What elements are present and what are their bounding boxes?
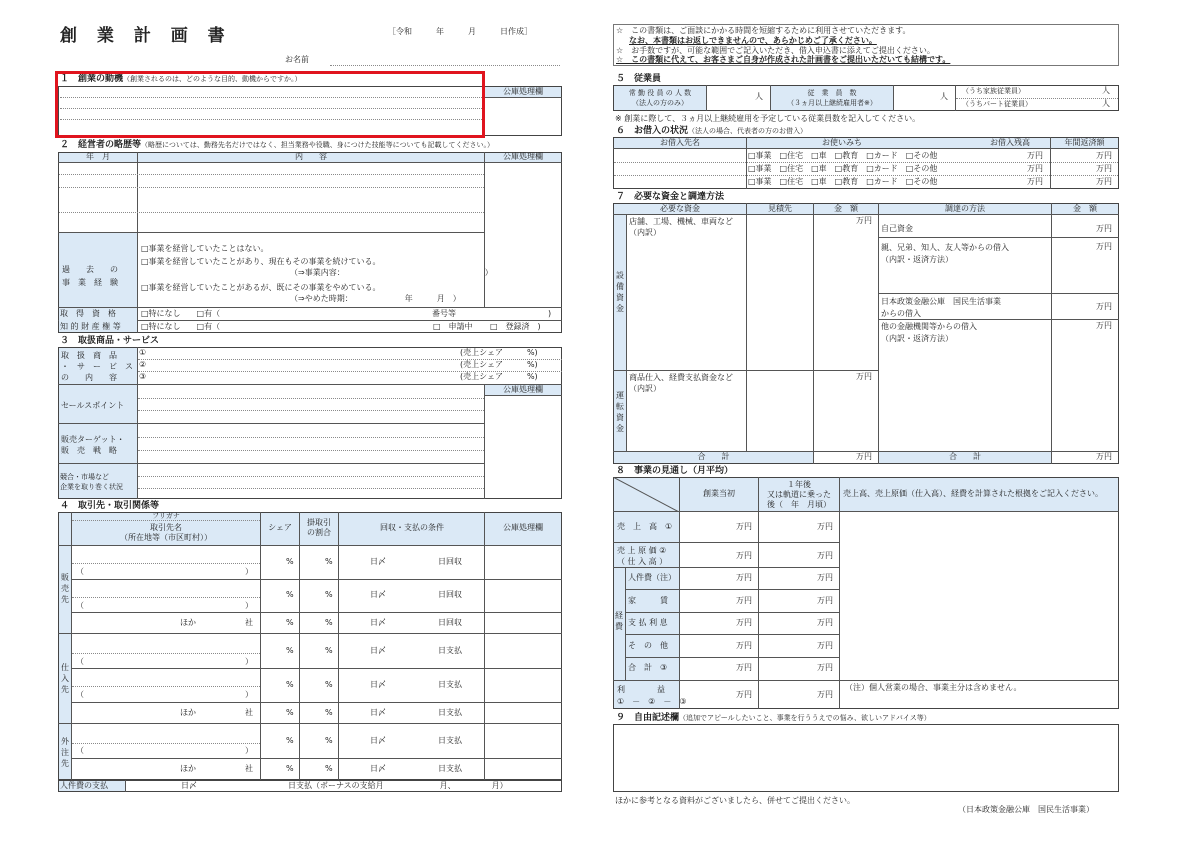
paren-r: ） — [245, 567, 253, 576]
unit-man: 万円 — [856, 372, 872, 381]
creation-date: ［令和 年 月 日作成］ — [388, 27, 532, 36]
others: ほか — [180, 618, 196, 627]
pct: % — [325, 557, 333, 566]
ip-label: 知 的 財 産 権 等 — [60, 322, 121, 331]
pct: % — [325, 736, 333, 745]
pct: % — [286, 618, 294, 627]
col-basis: 売上高、売上原価（仕入高）、経費を計算された根拠をご記入ください。 — [843, 489, 1103, 498]
unit-person: 人 — [940, 92, 948, 101]
pct: % — [286, 680, 294, 689]
unit-man: 万円 — [1096, 302, 1112, 311]
companies: 社 — [245, 764, 253, 773]
loan-use-3[interactable]: □事業 □住宅 □車 □教育 □カード □その他 — [748, 177, 938, 186]
qualification-end: ) — [548, 309, 552, 318]
paren-r: ） — [245, 690, 253, 699]
unit-person: 人 — [1102, 99, 1110, 108]
unit-man: 万円 — [817, 522, 833, 531]
paren-r: ） — [245, 657, 253, 666]
label-equipment: 設備資金 — [616, 271, 624, 313]
section1-heading: １ 創業の動機（創業されるのは、どのような目的、動機からですか。） — [60, 74, 302, 84]
unit-man: 万円 — [736, 573, 752, 582]
sales-point-label: セールスポイント — [61, 401, 125, 410]
pay: 日支払 — [438, 736, 462, 745]
unit-man: 万円 — [856, 452, 872, 461]
pct: % — [325, 708, 333, 717]
day: 日〆 — [370, 590, 386, 599]
day: 日〆 — [370, 557, 386, 566]
family-loan: 親、兄弟、知人、友人等からの借入 （内訳・返済方法） — [881, 243, 1009, 264]
loan-use-1[interactable]: □事業 □住宅 □車 □教育 □カード □その他 — [748, 151, 938, 160]
paren-r: ） — [245, 601, 253, 610]
unit-man: 万円 — [817, 641, 833, 650]
unit-man: 万円 — [817, 690, 833, 699]
trade-table — [58, 512, 562, 780]
pct: % — [286, 646, 294, 655]
product-row-2[interactable]: ② — [139, 360, 147, 369]
paren-l: （ — [76, 657, 84, 666]
collect: 日回収 — [438, 590, 462, 599]
col-method: 調達の方法 — [945, 204, 985, 213]
own-funds: 自己資金 — [881, 224, 913, 233]
col-share: シェア — [268, 523, 292, 532]
employee-note: ※ 創業に際して、３ヵ月以上継続雇用を予定している従業員数を記入してください。 — [615, 114, 921, 123]
unit-man: 万円 — [1096, 321, 1112, 330]
profit-label: 利 益 ① － ② － ③ — [617, 685, 687, 706]
unit-person: 人 — [1102, 86, 1110, 95]
pct: % — [325, 590, 333, 599]
subtotal-label: 合 計 ③ — [628, 663, 668, 672]
col-annual: 年間返済額 — [1064, 138, 1105, 147]
section3-heading: ３ 取扱商品・サービス — [60, 336, 160, 346]
name-field[interactable] — [330, 65, 560, 66]
environment-label: 競合・市場など 企業を取り巻く状況 — [60, 473, 123, 491]
funding-table — [613, 203, 1119, 464]
pct: % — [286, 764, 294, 773]
opt-never[interactable]: □事業を経営していたことはない。 — [141, 244, 269, 253]
payroll-day: 日〆 — [181, 781, 197, 790]
unit-man: 万円 — [1096, 224, 1112, 233]
pct: % — [325, 646, 333, 655]
diagonal-header — [613, 477, 679, 512]
section8-heading: ８ 事業の見通し（月平均） — [616, 466, 734, 476]
share-2: (売上シェア %) — [460, 360, 538, 369]
forecast-note: （注）個人営業の場合、事業主分は含めません。 — [845, 683, 1022, 692]
paren-l: （ — [76, 690, 84, 699]
section7-heading: ７ 必要な資金と調達方法 — [616, 192, 725, 202]
free-text-box[interactable] — [613, 724, 1119, 792]
interest-label: 支 払 利 息 — [628, 618, 668, 627]
employee-count-label: 従 業 員 数 （３ヵ月以上継続雇用者※） — [787, 89, 877, 107]
pay: 日支払 — [438, 708, 462, 717]
pay: 日支払 — [438, 646, 462, 655]
ip-pending[interactable]: □ 申請中 — [433, 322, 473, 331]
officer-count-label: 常 勤 役 員 の 人 数 （法人の方のみ） — [628, 89, 692, 107]
name-label: お名前 — [285, 55, 309, 64]
others: ほか — [180, 708, 196, 717]
pay: 日支払 — [438, 680, 462, 689]
paren-l: （ — [76, 746, 84, 755]
opt-current[interactable]: □事業を経営していたことがあり、現在もその事業を続けている。 — [141, 257, 381, 266]
unit-man: 万円 — [856, 216, 872, 225]
jfc-loan: 日本政策金融公庫 国民生活事業 からの借入 — [881, 297, 1001, 318]
pct: % — [286, 557, 294, 566]
product-row-3[interactable]: ③ — [139, 372, 147, 381]
qualification-number: 番号等 — [432, 309, 456, 318]
share-1: (売上シェア %) — [460, 348, 538, 357]
notice-2: ☆ お手数ですが、可能な範囲でご記入いただき、借入申込書に添えてご提出ください。 — [616, 46, 935, 55]
section4-heading: ４ 取引先・取引関係等 — [60, 501, 160, 511]
ip-options[interactable]: □特になし □有（ — [141, 322, 221, 331]
highlight-box — [55, 71, 485, 138]
notice-1b: なお、本書類はお返しできませんので、あらかじめご了承ください。 — [629, 36, 877, 45]
label-supplier: 仕入先 — [61, 663, 69, 694]
section6-heading: ６ お借入の状況（法人の場合、代表者の方のお借入） — [616, 126, 808, 136]
collect: 日回収 — [438, 618, 462, 627]
col-one-year: １年後 又は軌道に乗った 後（ 年 月頃） — [767, 480, 831, 509]
unit-man: 万円 — [1027, 164, 1043, 173]
col-kake: 掛取引 の割合 — [307, 518, 331, 537]
day: 日〆 — [370, 736, 386, 745]
furigana-label: フリガナ — [152, 512, 180, 520]
unit-man: 万円 — [1096, 242, 1112, 251]
unit-man: 万円 — [817, 551, 833, 560]
day: 日〆 — [370, 646, 386, 655]
section9-heading: ９ 自由記述欄（追加でアピールしたいこと、事業を行ううえでの悩み、欲しいアドバイス等） — [616, 713, 931, 723]
col-quote: 見積先 — [768, 204, 792, 213]
paren-l: （ — [76, 567, 84, 576]
col-lender: お借入先名 — [660, 138, 700, 147]
past-experience-label: 過 去 の 事 業 経 験 — [62, 265, 118, 287]
equipment-items[interactable]: 店舗、工場、機械、車両など （内訳） — [629, 217, 733, 237]
koko-label-2: 公庫処理欄 — [503, 152, 543, 161]
unit-man: 万円 — [1096, 151, 1112, 160]
label-outsource: 外注先 — [61, 737, 69, 768]
companies: 社 — [245, 708, 253, 717]
pct: % — [325, 764, 333, 773]
section2-heading: ２ 経営者の略歴等（略歴については、勤務先名だけではなく、担当業務や役職、身につけた技能等についても記載してください。） — [60, 140, 494, 150]
others: ほか — [180, 764, 196, 773]
unit-man: 万円 — [736, 596, 752, 605]
cost-label: 売 上 原 価 ② （ 仕 入 高 ） — [617, 546, 668, 566]
col-amount: 金 額 — [834, 204, 858, 213]
unit-man: 万円 — [817, 573, 833, 582]
pct: % — [286, 736, 294, 745]
col-condition: 回収・支払の条件 — [380, 523, 444, 532]
qualification-label: 取 得 資 格 — [60, 309, 116, 318]
day: 日〆 — [370, 618, 386, 627]
payroll-label: 人件費の支払 — [60, 781, 108, 790]
product-label: 取 扱 商 品 ・ サ ー ビ ス の 内 容 — [61, 351, 133, 382]
unit-man: 万円 — [1027, 177, 1043, 186]
day: 日〆 — [370, 680, 386, 689]
companies: 社 — [245, 618, 253, 627]
current-detail: （⇒事業内容： ） — [290, 268, 493, 277]
col-balance: お借入残高 — [990, 138, 1030, 147]
target-label: 販売ターゲット・ 販 売 戦 略 — [61, 435, 125, 455]
unit-man: 万円 — [817, 663, 833, 672]
part-employees: （うちパート従業員） — [962, 100, 1032, 108]
unit-man: 万円 — [736, 618, 752, 627]
reference-note: ほかに参考となる資料がございましたら、併せてご提出ください。 — [615, 796, 855, 805]
unit-man: 万円 — [1027, 151, 1043, 160]
family-employees: （うち家族従業員） — [962, 87, 1025, 95]
col-content: 内 容 — [295, 152, 327, 161]
label-sales: 販売先 — [61, 573, 69, 604]
koko-label-4: 公庫処理欄 — [503, 523, 543, 532]
other-label: そ の 他 — [628, 641, 668, 650]
label-operating: 運転資金 — [616, 391, 624, 433]
unit-man: 万円 — [736, 522, 752, 531]
qualification-options[interactable]: □特になし □有（ — [141, 309, 221, 318]
unit-man: 万円 — [817, 596, 833, 605]
col-trade-name: 取引先名 — [150, 523, 182, 532]
pct: % — [325, 618, 333, 627]
unit-man: 万円 — [736, 641, 752, 650]
quit-detail: （⇒やめた時期： 年 月 ） — [290, 294, 461, 303]
sales-label: 売 上 高 ① — [617, 522, 673, 531]
unit-man: 万円 — [1096, 177, 1112, 186]
pct: % — [286, 708, 294, 717]
opt-quit[interactable]: □事業を経営していたことがあるが、既にその事業をやめている。 — [141, 283, 381, 292]
label-expenses: 経費 — [615, 611, 623, 631]
unit-man: 万円 — [1096, 164, 1112, 173]
paren-r: ） — [245, 746, 253, 755]
unit-man: 万円 — [736, 690, 752, 699]
paren-l: （ — [76, 601, 84, 610]
col-use: お使いみち — [822, 138, 862, 147]
section5-heading: ５ 従業員 — [616, 74, 662, 84]
col-year-month: 年 月 — [86, 152, 110, 161]
unit-man: 万円 — [1096, 452, 1112, 461]
bank-loan: 他の金融機関等からの借入 （内訳・返済方法） — [881, 322, 977, 343]
operating-items[interactable]: 商品仕入、経費支払資金など （内訳） — [629, 373, 733, 393]
unit-man: 万円 — [817, 618, 833, 627]
unit-man: 万円 — [736, 663, 752, 672]
share-3: (売上シェア %) — [460, 372, 538, 381]
col-need: 必要な資金 — [660, 204, 700, 213]
unit-person: 人 — [755, 92, 763, 101]
loan-use-2[interactable]: □事業 □住宅 □車 □教育 □カード □その他 — [748, 164, 938, 173]
pay: 日支払 — [438, 764, 462, 773]
day: 日〆 — [370, 764, 386, 773]
unit-man: 万円 — [736, 551, 752, 560]
form-title: 創 業 計 画 書 — [60, 26, 232, 46]
rent-label: 家 賃 — [628, 596, 668, 605]
labor-label: 人件費（注） — [628, 573, 676, 582]
col-amount2: 金 額 — [1073, 204, 1097, 213]
pct: % — [286, 590, 294, 599]
koko-label-1: 公庫処理欄 — [503, 87, 543, 96]
ip-registered[interactable]: □ 登録済 ) — [490, 322, 541, 331]
pct: % — [325, 680, 333, 689]
day: 日〆 — [370, 708, 386, 717]
collect: 日回収 — [438, 557, 462, 566]
notice-3: ☆ この書類に代えて、お客さまご自身が作成された計画書をご提出いただいても結構です。 — [616, 55, 951, 64]
payroll-pay: 日支払（ボーナスの支給月 月、 月） — [288, 781, 508, 790]
notice-1: ☆ この書類は、ご面談にかかる時間を短縮するために利用させていただきます。 — [616, 26, 911, 35]
col-location: （所在地等（市区町村）） — [120, 533, 212, 542]
koko-label-3: 公庫処理欄 — [503, 385, 543, 394]
total-funding: 合 計 — [949, 452, 981, 461]
total-need: 合 計 — [697, 452, 730, 461]
product-row-1[interactable]: ① — [139, 348, 147, 357]
col-initial: 創業当初 — [703, 489, 735, 498]
organization: （日本政策金融公庫 国民生活事業） — [958, 805, 1094, 814]
